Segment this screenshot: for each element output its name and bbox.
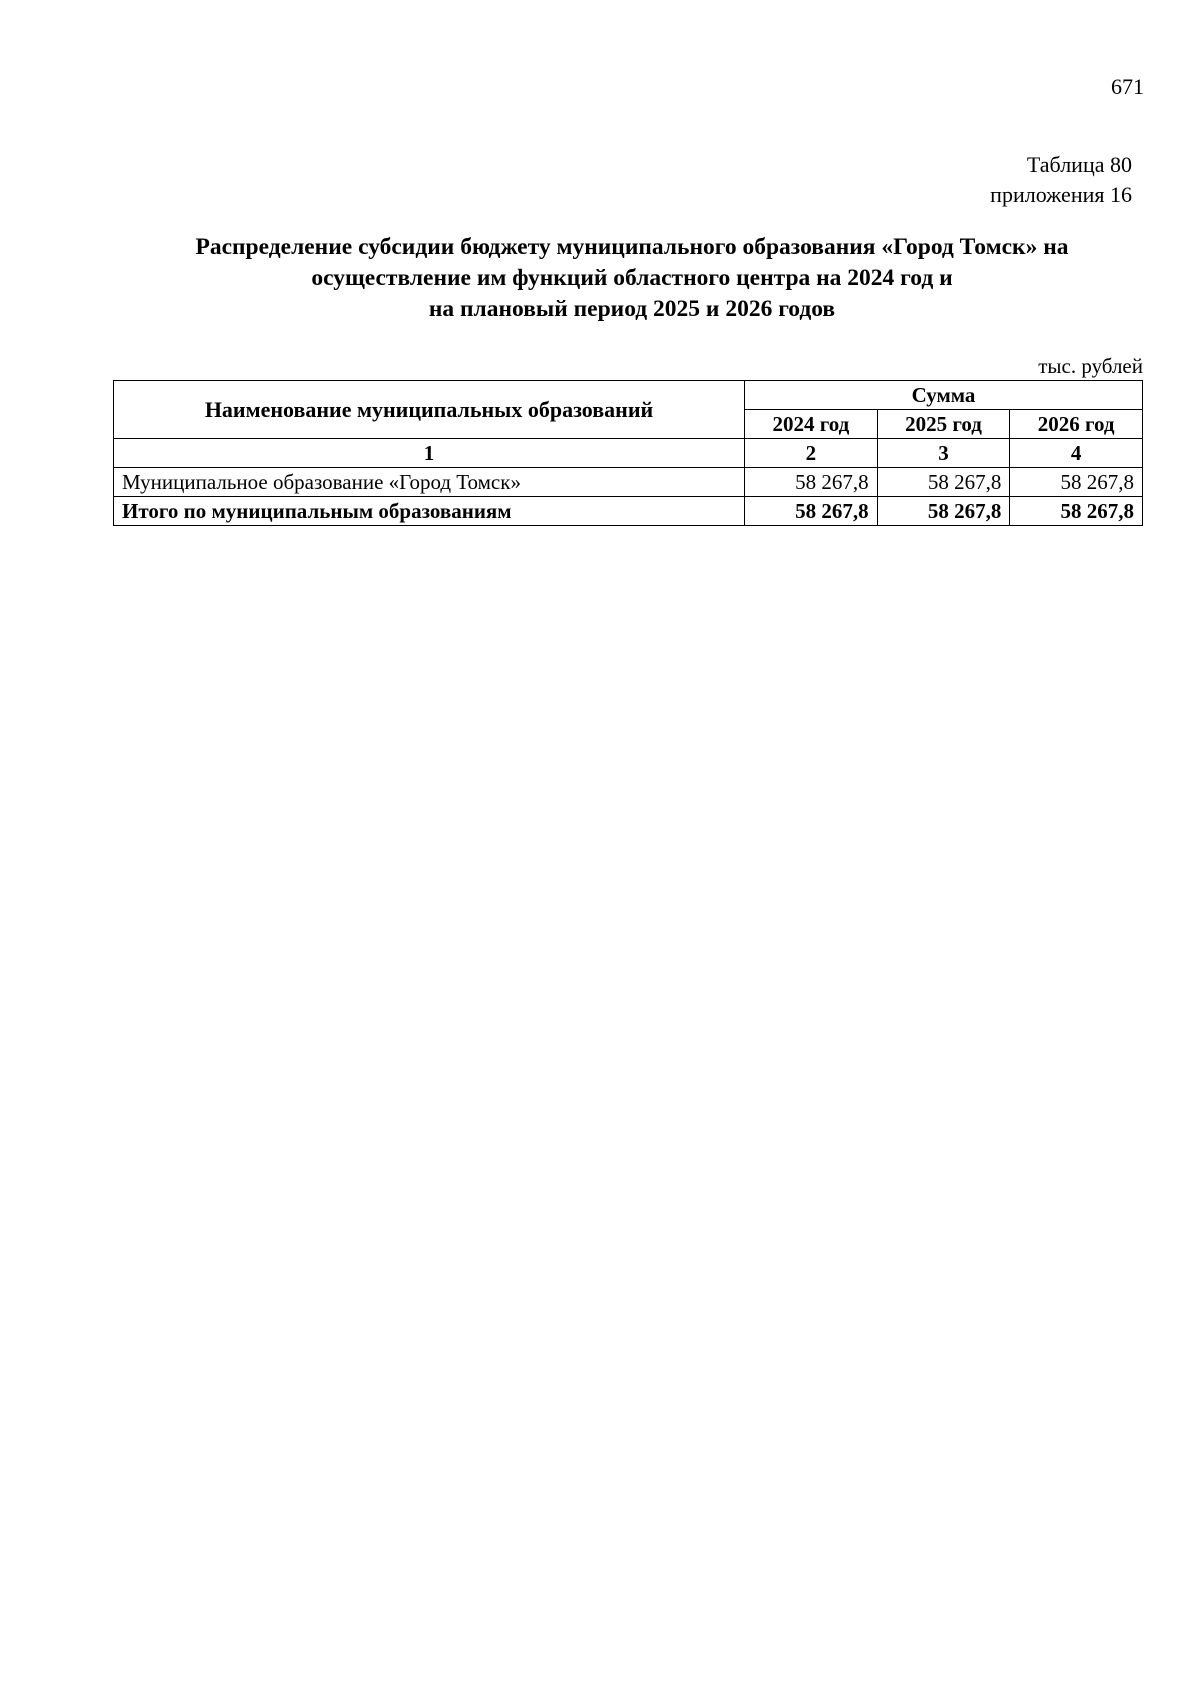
page-number: 671	[1111, 74, 1144, 99]
table-total-row	[114, 497, 1143, 526]
index-cell: 2	[745, 439, 878, 468]
document-title-line1: Распределение субсидии бюджету муниципального образования «Город Томск» на	[195, 234, 1069, 260]
total-value-2026: 58 267,8	[1010, 497, 1143, 526]
row-value-2024: 58 267,8	[745, 468, 878, 497]
row-value-2026: 58 267,8	[1010, 468, 1143, 497]
table-reference-line1: Таблица 80	[1026, 152, 1132, 177]
row-value-2025: 58 267,8	[877, 468, 1010, 497]
total-label: Итого по муниципальным образованиям	[114, 497, 745, 526]
index-cell: 4	[1010, 439, 1143, 468]
header-year-2026: 2026 год	[1010, 410, 1143, 439]
subsidy-table	[113, 380, 1143, 526]
total-value-2024: 58 267,8	[745, 497, 878, 526]
table-header-row	[114, 381, 1143, 410]
row-municipality-name: Муниципальное образование «Город Томск»	[114, 468, 745, 497]
units-label: тыс. рублей	[1038, 354, 1143, 378]
header-year-2025: 2025 год	[877, 410, 1010, 439]
document-title-line2: осуществление им функций областного центра на 2024 год и	[311, 265, 953, 291]
index-cell: 1	[114, 439, 745, 468]
table-index-row	[114, 439, 1143, 468]
document-title-line3: на плановый период 2025 и 2026 годов	[428, 296, 836, 322]
document-title	[110, 232, 1154, 325]
index-cell: 3	[877, 439, 1010, 468]
header-sum: Сумма	[745, 381, 1143, 410]
header-year-2024: 2024 год	[745, 410, 878, 439]
total-value-2025: 58 267,8	[877, 497, 1010, 526]
table-reference	[990, 150, 1132, 210]
header-municipality-name: Наименование муниципальных образований	[114, 381, 745, 439]
table-row	[114, 468, 1143, 497]
table-reference-line2: приложения 16	[990, 182, 1132, 207]
